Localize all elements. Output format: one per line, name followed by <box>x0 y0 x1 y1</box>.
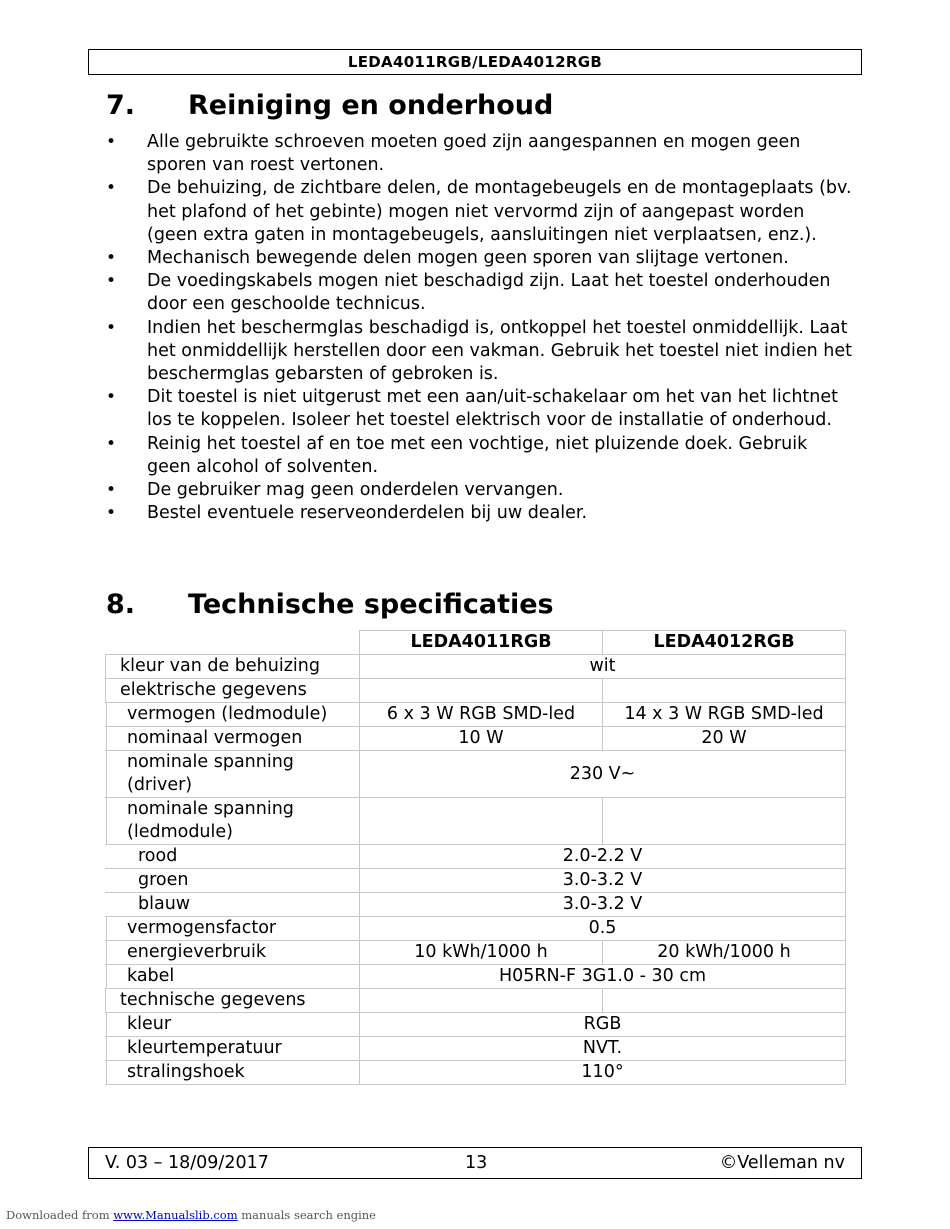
bullet: • <box>106 387 117 408</box>
section-8-title: Technische specificaties <box>188 589 554 620</box>
row-label <box>106 941 360 965</box>
bullet: • <box>106 480 117 501</box>
column-header-leda4012rgb: LEDA4012RGB <box>603 631 846 655</box>
table-row <box>106 845 846 869</box>
table-row <box>106 869 846 893</box>
list-item-text: Indien het beschermglas beschadigd is, ontkoppel het toestel onmiddellijk. Laat het onmiddellijk herstellen door een vakman. Gebruik het toestel niet indien het beschermglas gebarsten of gebroken is. <box>147 317 853 385</box>
row-label <box>106 751 360 798</box>
list-item-text: De behuizing, de zichtbare delen, de montagebeugels en de montageplaats (bv. het plafond of het gebinte) mogen niet vervormd zijn of aangepast worden (geen extra gaten in montagebeugels, aansluitingen niet verplaatsen, enz.). <box>147 178 852 245</box>
footer-copyright: ©Velleman nv <box>719 1153 845 1173</box>
footer-version: V. 03 – 18/09/2017 <box>105 1153 269 1173</box>
cell-empty <box>360 989 603 1013</box>
cell-value: RGB <box>360 1013 846 1037</box>
table-corner <box>106 631 360 655</box>
list-item-text: Bestel eventuele reserveonderdelen bij uw dealer. <box>147 503 588 524</box>
row-label <box>106 917 360 941</box>
page-header <box>88 49 862 75</box>
cell-empty <box>360 798 603 845</box>
row-label <box>106 965 360 989</box>
row-label-text: stralingshoek <box>106 1061 355 1084</box>
list-item <box>106 433 856 479</box>
row-label-text: kabel <box>106 965 355 988</box>
table-row <box>106 893 846 917</box>
table-row <box>106 917 846 941</box>
list-item <box>106 317 856 387</box>
list-item <box>106 479 856 502</box>
row-label <box>106 1037 360 1061</box>
cell-value: 14 x 3 W RGB SMD-led <box>603 703 846 727</box>
row-label-text: vermogensfactor <box>106 917 355 940</box>
table-row <box>106 679 846 703</box>
row-label <box>106 703 360 727</box>
manualslib-link[interactable]: www.Manualslib.com <box>113 1208 238 1222</box>
footer-page-number: 13 <box>465 1153 488 1173</box>
row-label <box>106 1061 360 1085</box>
column-header-leda4011rgb: LEDA4011RGB <box>360 631 603 655</box>
cell-value: 110° <box>360 1061 846 1085</box>
page-footer <box>88 1147 862 1179</box>
table-row <box>106 989 846 1013</box>
download-prefix: Downloaded from <box>6 1208 110 1222</box>
download-notice <box>6 1208 376 1222</box>
row-label-text: groen <box>138 870 189 890</box>
table-row <box>106 1013 846 1037</box>
list-item <box>106 502 856 525</box>
cell-value: 20 W <box>603 727 846 751</box>
bullet: • <box>106 132 117 152</box>
cell-empty <box>603 679 846 703</box>
list-item <box>106 131 856 177</box>
bullet: • <box>106 248 117 269</box>
row-label-text: vermogen (ledmodule) <box>106 703 355 726</box>
table-row <box>106 727 846 751</box>
cell-value: wit <box>360 655 846 679</box>
list-item-text: Dit toestel is niet uitgerust met een aan/uit-schakelaar om het van het lichtnet los te koppelen. Isoleer het toestel elektrisch voor de installatie of onderhoud. <box>147 387 838 431</box>
cell-value: 20 kWh/1000 h <box>603 941 846 965</box>
row-label-text: nominale spanning (ledmodule) <box>106 798 355 844</box>
table-row <box>106 703 846 727</box>
section-7-number: 7. <box>106 90 136 121</box>
table-row <box>106 798 846 845</box>
list-item <box>106 177 856 247</box>
cell-value: 3.0-3.2 V <box>360 869 846 893</box>
cell-value: 3.0-3.2 V <box>360 893 846 917</box>
cell-value: 2.0-2.2 V <box>360 845 846 869</box>
bullet: • <box>106 433 117 454</box>
list-item <box>106 270 856 316</box>
row-label-text: kleurtemperatuur <box>106 1037 355 1060</box>
list-item-text: Reinig het toestel af en toe met een vochtige, niet pluizende doek. Gebruik geen alcohol of solventen. <box>147 433 808 477</box>
row-label-text: blauw <box>138 894 191 914</box>
list-item-text: De gebruiker mag geen onderdelen vervangen. <box>147 480 564 501</box>
cell-value: 6 x 3 W RGB SMD-led <box>360 703 603 727</box>
table-row <box>106 965 846 989</box>
bullet: • <box>106 317 117 338</box>
list-item-text: Mechanisch bewegende delen mogen geen sporen van slijtage vertonen. <box>147 248 789 269</box>
cell-empty <box>360 679 603 703</box>
row-label: technische gegevens <box>106 989 360 1013</box>
cell-value: NVT. <box>360 1037 846 1061</box>
row-label: kleur van de behuizing <box>106 655 360 679</box>
cell-empty <box>603 989 846 1013</box>
list-item <box>106 386 856 432</box>
section-8-number: 8. <box>106 589 136 620</box>
table-row <box>106 1037 846 1061</box>
maintenance-list <box>106 131 856 525</box>
row-label <box>106 727 360 751</box>
table-row <box>106 941 846 965</box>
section-7-title: Reiniging en onderhoud <box>188 90 554 121</box>
list-item-text: De voedingskabels mogen niet beschadigd zijn. Laat het toestel onderhouden door een geschoolde technicus. <box>147 271 831 315</box>
row-label-text: rood <box>138 846 178 866</box>
row-label <box>106 869 360 893</box>
list-item-text: Alle gebruikte schroeven moeten goed zijn aangespannen en mogen geen sporen van roest vertonen. <box>147 132 801 176</box>
list-item <box>106 247 856 270</box>
spec-table <box>105 630 846 1085</box>
cell-value: H05RN-F 3G1.0 - 30 cm <box>360 965 846 989</box>
cell-value: 10 kWh/1000 h <box>360 941 603 965</box>
table-row <box>106 631 846 655</box>
download-suffix: manuals search engine <box>241 1208 376 1222</box>
bullet: • <box>106 178 117 199</box>
row-label <box>106 798 360 845</box>
row-label <box>106 1013 360 1037</box>
table-row <box>106 655 846 679</box>
section-8-heading <box>106 589 554 621</box>
row-label-text: kleur <box>106 1013 355 1036</box>
table-row <box>106 751 846 798</box>
cell-empty <box>603 798 846 845</box>
row-label-text: energieverbruik <box>106 941 355 964</box>
cell-value: 10 W <box>360 727 603 751</box>
bullet: • <box>106 271 117 292</box>
header-title: LEDA4011RGB/LEDA4012RGB <box>347 53 603 71</box>
row-label <box>106 845 360 869</box>
table-row <box>106 1061 846 1085</box>
cell-value: 0.5 <box>360 917 846 941</box>
bullet: • <box>106 503 117 524</box>
cell-value: 230 V~ <box>360 751 846 798</box>
row-label <box>106 893 360 917</box>
row-label: elektrische gegevens <box>106 679 360 703</box>
row-label-text: nominaal vermogen <box>106 727 355 750</box>
row-label-text: nominale spanning (driver) <box>106 751 355 797</box>
section-7-heading <box>106 90 553 122</box>
